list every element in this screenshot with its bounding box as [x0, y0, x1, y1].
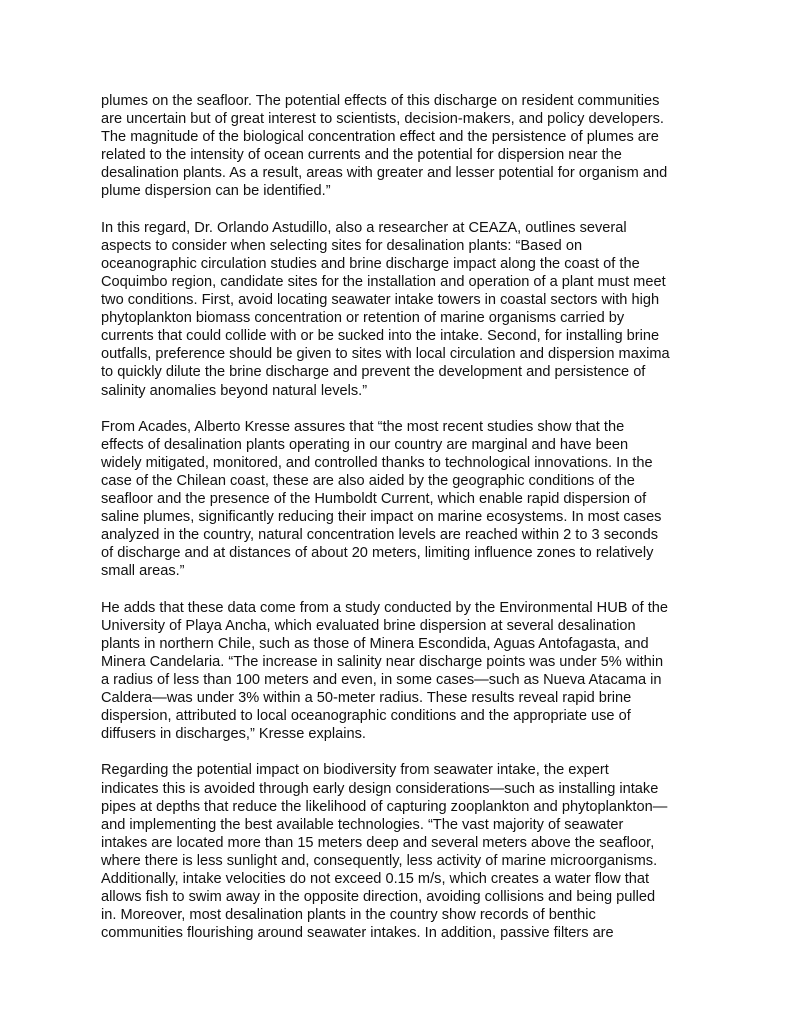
- text-line: phytoplankton biomass concentration or retention of marine organisms carried by: [101, 310, 625, 327]
- text-line: Coquimbo region, candidate sites for the installation and operation of a plant must meet: [101, 273, 666, 290]
- text-line: communities flourishing around seawater intakes. In addition, passive filters are: [101, 925, 614, 942]
- text-line: in. Moreover, most desalination plants in the country show records of benthic: [101, 907, 596, 924]
- text-line: two conditions. First, avoid locating seawater intake towers in coastal sectors with high: [101, 292, 660, 309]
- text-line: outfalls, preference should be given to sites with local circulation and dispersion maxima: [101, 346, 670, 363]
- text-line: to quickly dilute the brine discharge and prevent the development and persistence of: [101, 364, 646, 381]
- text-line: oceanographic circulation studies and brine discharge impact along the coast of the: [101, 255, 640, 272]
- paragraph-3: [101, 418, 701, 581]
- text-line: Additionally, intake velocities do not exceed 0.15 m/s, which creates a water flow that: [101, 871, 650, 888]
- text-line: plants in northern Chile, such as those of Minera Escondida, Aguas Antofagasta, and: [101, 635, 649, 652]
- text-line: a radius of less than 100 meters and even, in some cases—such as Nueva Atacama in: [101, 672, 662, 688]
- text-line: related to the intensity of ocean currents and the potential for dispersion near the: [101, 147, 622, 164]
- text-line: He adds that these data come from a study conducted by the Environmental HUB of the: [101, 599, 669, 616]
- text-line: pipes at depths that reduce the likelihood of capturing zooplankton and phytoplankton—: [101, 798, 668, 815]
- text-line: Minera Candelaria. “The increase in salinity near discharge points was under 5% within: [101, 653, 664, 670]
- text-line: aspects to consider when selecting sites for desalination plants: “Based on: [101, 237, 583, 254]
- text-line: indicates this is avoided through early design considerations—such as installing intake: [101, 780, 659, 797]
- paragraph-5: [101, 761, 701, 942]
- text-line: are uncertain but of great interest to scientists, decision-makers, and policy developers.: [101, 111, 664, 128]
- text-line: where there is less sunlight and, consequently, less activity of marine microorganisms.: [101, 852, 658, 869]
- paragraph-2: [101, 219, 701, 400]
- text-line: plumes on the seafloor. The potential effects of this discharge on resident communities: [101, 93, 660, 109]
- text-line: and implementing the best available technologies. “The vast majority of seawater: [101, 816, 624, 833]
- paragraph-1: [101, 92, 701, 201]
- text-line: currents that could collide with or be sucked into the intake. Second, for installing brine: [101, 328, 660, 345]
- text-line: The magnitude of the biological concentration effect and the persistence of plumes are: [101, 129, 659, 146]
- text-line: From Acades, Alberto Kresse assures that “the most recent studies show that the: [101, 418, 625, 435]
- paragraph-4: [101, 599, 701, 744]
- text-line: effects of desalination plants operating in our country are marginal and have been: [101, 436, 629, 453]
- text-line: desalination plants. As a result, areas with greater and lesser potential for organism and: [101, 165, 668, 182]
- text-line: Caldera—was under 3% within a 50-meter radius. These results reveal rapid brine: [101, 690, 632, 707]
- text-line: In this regard, Dr. Orlando Astudillo, also a researcher at CEAZA, outlines several: [101, 219, 627, 236]
- text-line: salinity anomalies beyond natural levels.”: [101, 382, 368, 399]
- text-line: dispersion, attributed to local oceanographic conditions and the appropriate use of: [101, 708, 631, 725]
- article-body: [101, 92, 701, 961]
- text-line: of discharge and at distances of about 20 meters, limiting influence zones to relatively: [101, 545, 654, 562]
- text-line: plume dispersion can be identified.”: [101, 183, 331, 200]
- text-line: allows fish to swim away in the opposite direction, avoiding collisions and being pulled: [101, 889, 656, 906]
- text-line: widely mitigated, monitored, and controlled thanks to technological innovations. In the: [101, 454, 653, 471]
- text-line: analyzed in the country, natural concentration levels are reached within 2 to 3 seconds: [101, 527, 659, 544]
- text-line: saline plumes, significantly reducing their impact on marine ecosystems. In most cases: [101, 509, 662, 526]
- text-line: diffusers in discharges,” Kresse explains.: [101, 726, 366, 743]
- text-line: University of Playa Ancha, which evaluated brine dispersion at several desalination: [101, 617, 636, 634]
- text-line: small areas.”: [101, 563, 185, 580]
- text-line: intakes are located more than 15 meters deep and several meters above the seafloor,: [101, 834, 655, 851]
- text-line: case of the Chilean coast, these are also aided by the geographic conditions of the: [101, 472, 635, 489]
- text-line: Regarding the potential impact on biodiversity from seawater intake, the expert: [101, 762, 609, 779]
- text-line: seafloor and the presence of the Humboldt Current, which enable rapid dispersion of: [101, 491, 647, 508]
